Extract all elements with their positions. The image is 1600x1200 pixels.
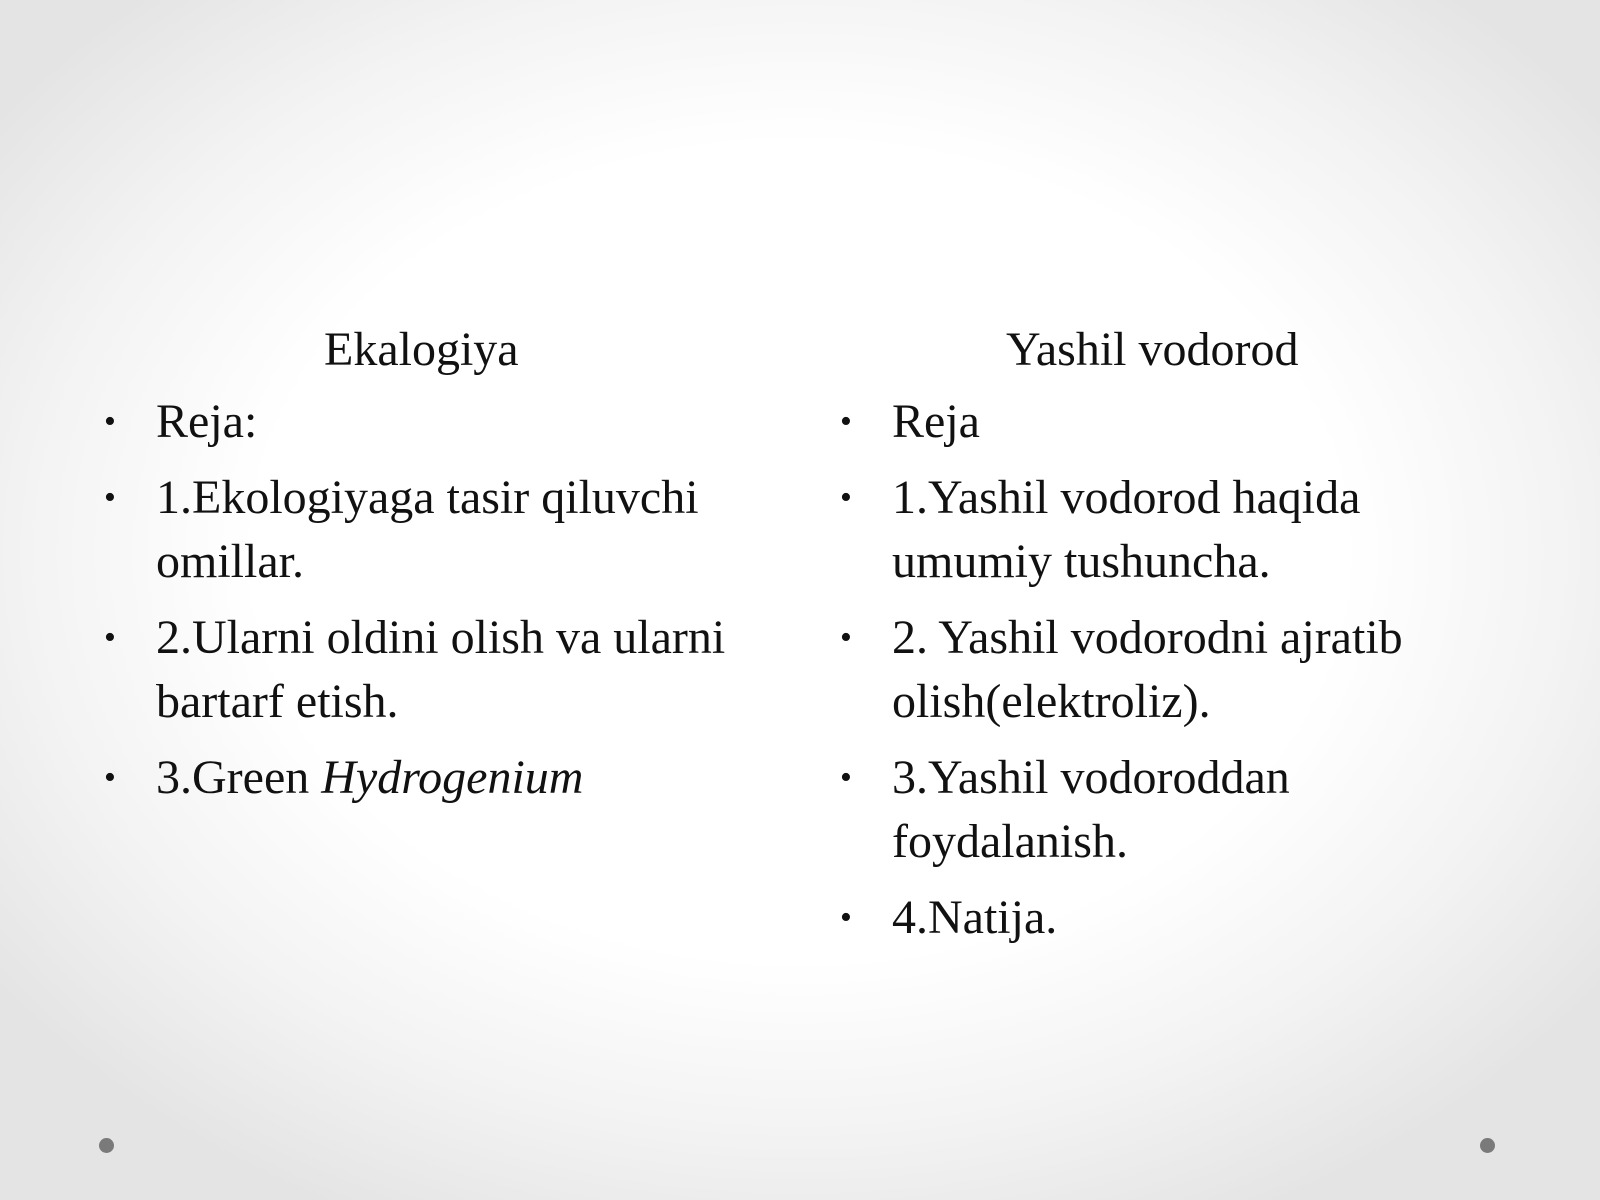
list-item-text: 1.Yashil vodorod haqida umumiy tushuncha. bbox=[892, 471, 1361, 588]
list-item bbox=[92, 466, 792, 594]
right-bullet-list bbox=[828, 390, 1528, 950]
bullet-icon: • bbox=[840, 759, 852, 796]
left-column-title: Ekalogiya bbox=[324, 323, 519, 376]
bullet-icon: • bbox=[104, 759, 116, 796]
list-item bbox=[828, 886, 1528, 950]
list-item bbox=[828, 746, 1528, 874]
list-item bbox=[828, 606, 1528, 734]
left-column bbox=[92, 318, 792, 822]
bullet-icon: • bbox=[840, 619, 852, 656]
bullet-icon: • bbox=[840, 899, 852, 936]
list-item-text: 3.Yashil vodoroddan foydalanish. bbox=[892, 751, 1290, 868]
right-column-title: Yashil vodorod bbox=[1006, 323, 1299, 376]
right-column bbox=[828, 318, 1528, 962]
bullet-icon: • bbox=[840, 403, 852, 440]
decorative-dot-icon-left bbox=[99, 1138, 114, 1153]
list-item-text: 1.Ekologiyaga tasir qiluvchi omillar. bbox=[156, 471, 699, 588]
list-item-text: 3.Green bbox=[156, 751, 322, 804]
decorative-dot-icon-right bbox=[1480, 1138, 1495, 1153]
list-item-italic-text: Hydrogenium bbox=[321, 751, 584, 804]
list-item-text: 4.Natija. bbox=[892, 891, 1058, 944]
list-item bbox=[92, 746, 792, 810]
bullet-icon: • bbox=[104, 619, 116, 656]
list-item-text: Reja: bbox=[156, 395, 258, 448]
list-item-text: 2.Ularni oldini olish va ularni bartarf etish. bbox=[156, 611, 726, 728]
list-item-text: Reja bbox=[892, 395, 980, 448]
list-item bbox=[828, 466, 1528, 594]
bullet-icon: • bbox=[840, 479, 852, 516]
bullet-icon: • bbox=[104, 479, 116, 516]
bullet-icon: • bbox=[104, 403, 116, 440]
list-item bbox=[92, 606, 792, 734]
list-item bbox=[828, 390, 1528, 454]
list-item bbox=[92, 390, 792, 454]
left-bullet-list bbox=[92, 390, 792, 810]
list-item-text: 2. Yashil vodorodni ajratib olish(elektroliz). bbox=[892, 611, 1403, 728]
